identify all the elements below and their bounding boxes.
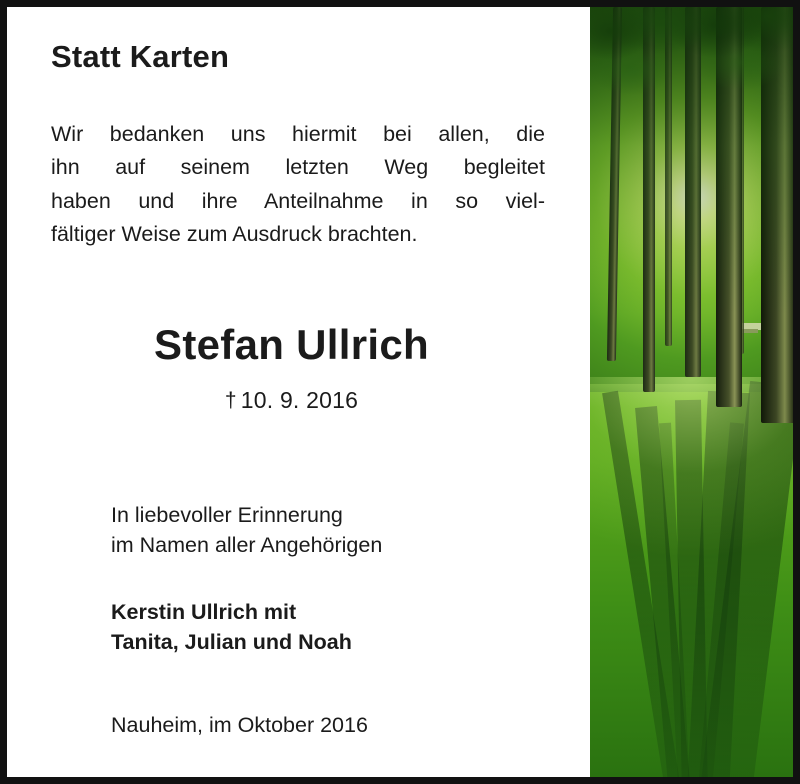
memory-text: [111, 500, 546, 560]
intro-line: fältiger Weise zum Ausdruck brachten.: [51, 222, 418, 247]
cross-icon: †: [224, 389, 237, 413]
place-and-date: Nauheim, im Oktober 2016: [111, 712, 368, 737]
memory-line: im Namen aller Angehörigen: [111, 533, 383, 558]
intro-line: Wir bedanken uns hiermit bei allen, die: [51, 122, 545, 147]
memory-line: In liebevoller Erinnerung: [111, 503, 343, 528]
thank-you-paragraph: [51, 118, 545, 251]
death-date-line: [51, 387, 546, 414]
family-names: [111, 597, 546, 657]
family-line: Tanita, Julian und Noah: [111, 629, 352, 654]
family-line: Kerstin Ullrich mit: [111, 599, 297, 624]
lawn-highlight: [590, 377, 793, 777]
page-title: Statt Karten: [51, 39, 230, 74]
intro-line: ihn auf seinem letzten Weg begleitet: [51, 155, 545, 180]
park-photo: [590, 7, 793, 777]
tree-canopy: [590, 7, 793, 315]
deceased-name: Stefan Ullrich: [154, 321, 429, 369]
death-date: 10. 9. 2016: [240, 387, 359, 414]
intro-line: haben und ihre Anteilnahme in so viel-: [51, 188, 545, 213]
text-column: [7, 7, 590, 777]
photo-layers: [590, 7, 793, 777]
